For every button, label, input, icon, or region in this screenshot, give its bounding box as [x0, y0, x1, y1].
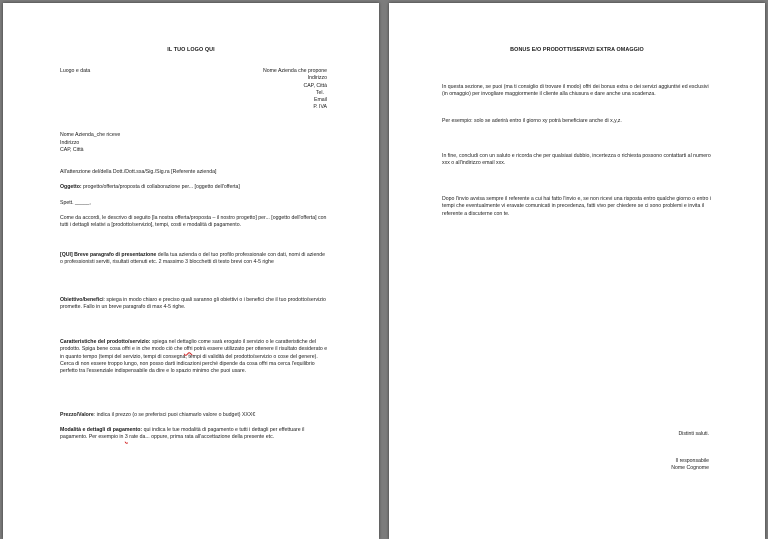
- signature-block: [589, 458, 709, 473]
- price-line: [60, 412, 328, 419]
- recipient-address: Indirizzo: [60, 139, 80, 146]
- subject-label: Oggetto:: [60, 184, 82, 190]
- document-page-2: [389, 3, 765, 539]
- recipient-cap-city: CAP, Città: [60, 147, 84, 154]
- payment-paragraph: [60, 427, 328, 442]
- sender-email: Email: [314, 97, 327, 104]
- sender-block: [177, 68, 327, 112]
- presentation-text: della tua azienda o del tuo profilo professionale con dati, nomi di aziende o professionisti serviti, risultati ottenuti etc. 2 massimo 3 blocchetti di testo brevi con 4-5 righe: [60, 252, 325, 266]
- recipient-company: Nome Azienda_che riceve: [60, 132, 121, 138]
- contact-paragraph: In fine, concludi con un saluto e ricorda che per qualsiasi dubbio, incertezza o richiesta possono contattarti al numero xxx o all'indirizzo email xxx.: [442, 153, 711, 167]
- subject-line: [60, 184, 330, 191]
- attention-line: All'attenzione del/della Dott./Dott.ssa/Sig./Sig.ra [Referente azienda]: [60, 169, 217, 175]
- objective-paragraph: [60, 297, 328, 312]
- payment-text: qui indica le tue modalità di pagamento e tutti i dettagli per effettuare il pagamento. Per esempio in: [60, 427, 305, 441]
- sender-address: Indirizzo: [307, 75, 327, 82]
- features-text-cont: potrà essere utilizzato per ottenere il risultato desiderato e in quanto tempo (tempi del servizio, tempi di consegna, tempi di validità del prodotto/servizio o cose del genere). Cerca di non essere troppo lungo, non posso darti indicazioni perché dipende da cosa offri ma cerca l'equilibrio perfetto tra l'essenziale indispensabile da dire e lo spazio minimo che puoi usare.: [60, 346, 328, 375]
- signature-role: Il responsabile: [675, 458, 709, 464]
- salutation: Spett. _____,: [60, 200, 91, 206]
- price-label: Prezzo/Valore: [60, 412, 94, 418]
- intro-paragraph: Come da accordi, le descrivo di seguito [la nostra offerta/proposta – il nostro progetto] per... [oggetto dell'offerta] con tutti i dettagli relativi a [prodotto/servizio], tempi, costi e modalità di pagamento.: [60, 215, 327, 229]
- features-offri: offri: [183, 346, 193, 353]
- presentation-paragraph: [60, 252, 328, 267]
- example-paragraph: Per esempio: solo se aderirà entro il giorno xy potrà beneficiare anche di x,y,z.: [442, 118, 622, 124]
- presentation-label: [QUI] Breve paragrafo di presentazione: [60, 252, 157, 258]
- objective-text: : spiega in modo chiaro e preciso quali saranno gli obiettivi o i benefici che il tuo prodotto/servizio promette. Fallo in un breve paragrafo di max 4-5 righe.: [60, 297, 326, 311]
- closing-line: Distinti saluti.: [678, 431, 709, 437]
- place-date: Luogo e data: [60, 68, 91, 74]
- features-label: Caratteristiche del prodotto/servizio:: [60, 339, 151, 345]
- bonus-paragraph: In questa sezione, se puoi (ma ti consiglio di trovare il modo) offri dei bonus extra o dei servizi aggiuntivi ed esclusivi (in omaggio) per invogliare maggiormente il cliente alla chiusura e dare anche una scadenza.: [442, 84, 709, 98]
- sender-vat: P. IVA: [313, 104, 327, 111]
- signature-name: Nome Cognome: [671, 465, 709, 472]
- bonus-title: BONUS E/O PRODOTTI/SERVIZI EXTRA OMAGGIO: [510, 47, 644, 53]
- features-text: spiega nel dettaglio come sarà erogato il servizio o le caratteristiche del prodotto. Spiga bene cosa offri e in che modo ciò che: [60, 339, 317, 353]
- features-paragraph: [60, 339, 328, 375]
- payment-installments: 3: [124, 434, 128, 441]
- payment-text-cont: rate da... oppure, prima rata all'accettazione della presente etc.: [127, 434, 275, 441]
- payment-label: Modalità e dettagli di pagamento:: [60, 427, 143, 433]
- document-page-1: [3, 3, 379, 539]
- objective-label: Obiettivo/benefici: [60, 297, 104, 303]
- logo-placeholder: IL TUO LOGO QUI: [167, 47, 215, 53]
- sender-tel: Tel.: [315, 89, 324, 96]
- sender-cap-city: CAP, Città: [303, 82, 327, 89]
- followup-paragraph: Dopo l'invio avvisa sempre il referente a cui hai fatto l'invio e, se non ricevi una risposta entro qualche giorno o entro i tempi che eventualmente vi eravate comunicati in precedenza, fatti vivo per chiedere se ci sono problemi e invita il referente a discuterne con te.: [442, 196, 711, 217]
- recipient-block: [60, 132, 260, 155]
- sender-company: Nome Azienda che propone: [262, 68, 327, 74]
- price-text: : indica il prezzo (o se preferisci puoi chiamarlo valore o budget) XXX€: [93, 412, 256, 418]
- subject-text: progetto/offerta/proposta di collaborazione per... [oggetto dell'offerta]: [81, 184, 240, 190]
